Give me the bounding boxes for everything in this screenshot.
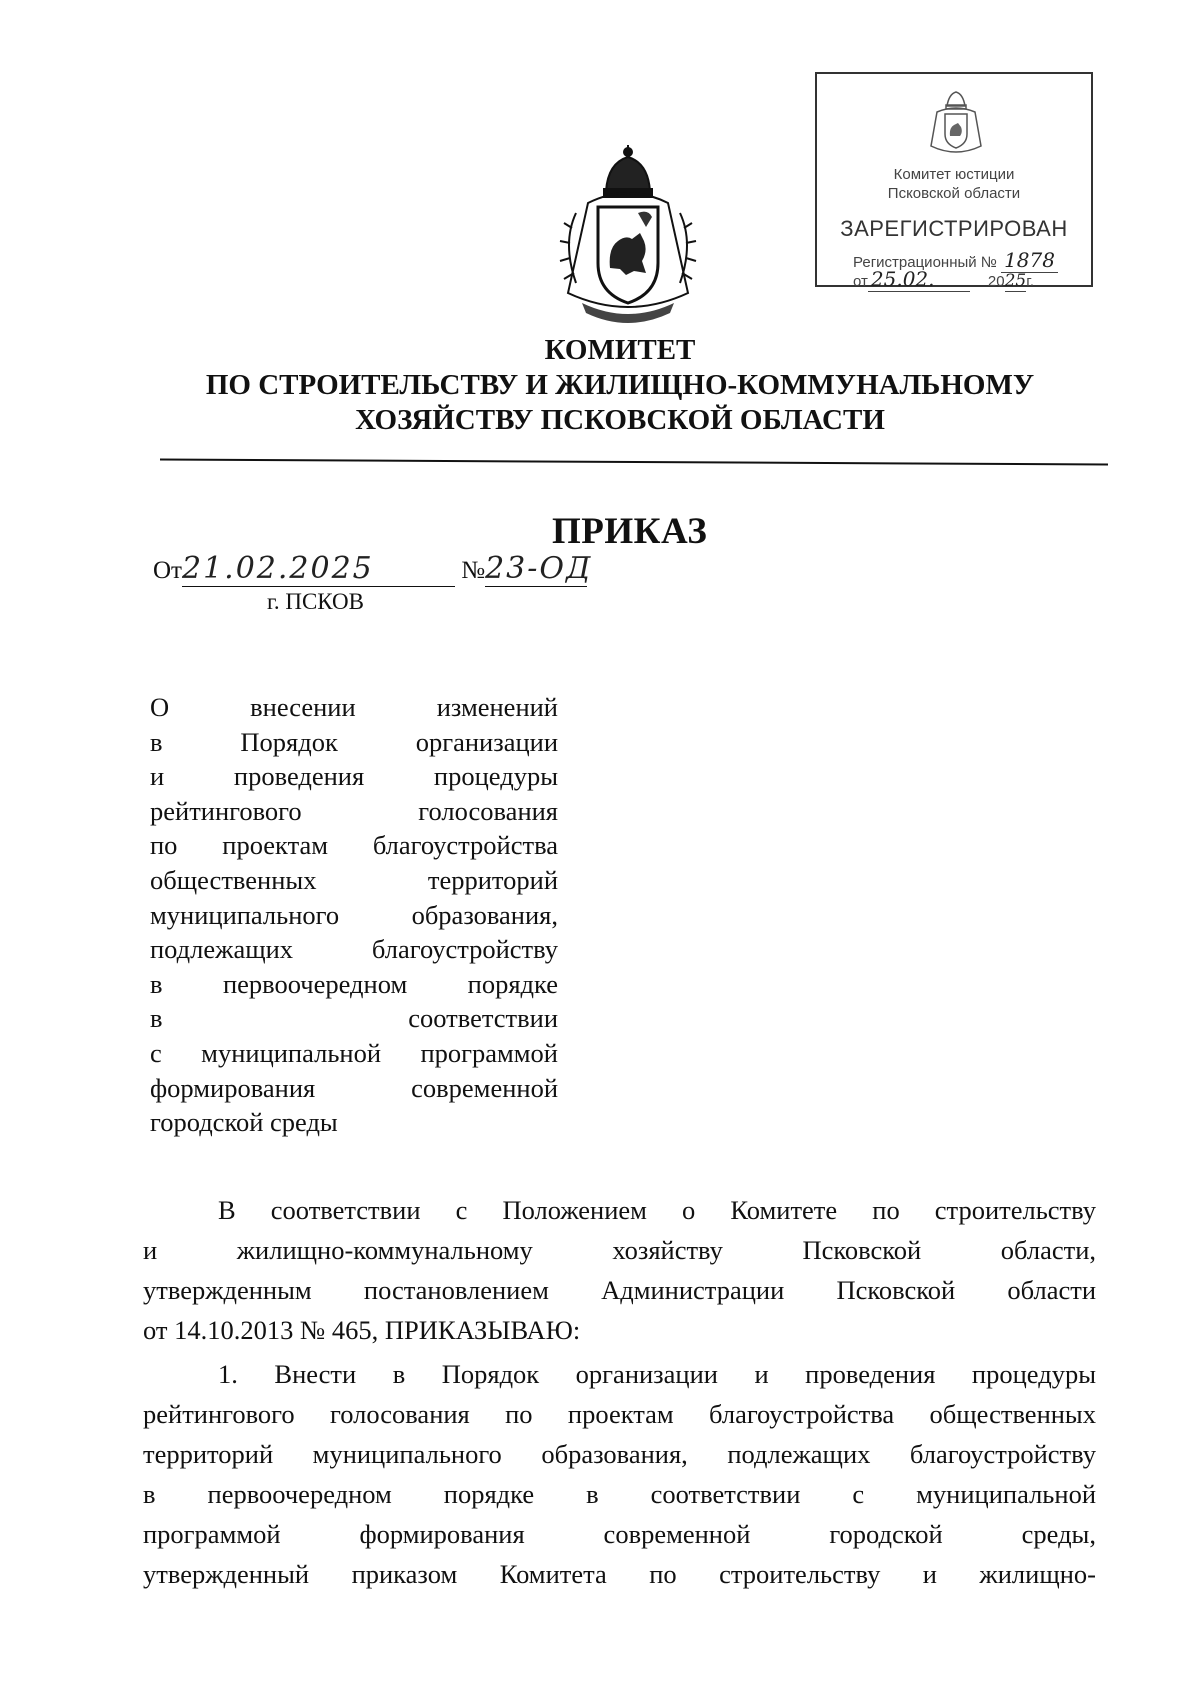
stamp-date-day-month: 25.02.	[868, 267, 970, 292]
subject-line: подлежащих благоустройству	[150, 934, 558, 965]
order-subject	[150, 690, 558, 1140]
stamp-reg-label: Регистрационный №	[853, 254, 997, 271]
body-line: и жилищно-коммунальному хозяйству Псковской области,	[143, 1235, 1096, 1265]
subject-line: по проектам благоустройства	[150, 830, 558, 861]
order-date-number-line	[153, 551, 593, 587]
order-number: 23-ОД	[485, 551, 593, 586]
subject-line: О внесении изменений	[150, 692, 558, 722]
subject-line: с муниципальной программой	[150, 1037, 558, 1068]
committee-title-line3: ХОЗЯЙСТВУ ПСКОВСКОЙ ОБЛАСТИ	[355, 404, 885, 436]
coat-of-arms-emblem	[548, 143, 708, 328]
order-date: 21.02.2025	[181, 551, 374, 586]
subject-line: городской среды	[150, 1107, 338, 1138]
from-label: От	[153, 557, 182, 584]
stamp-date-suffix: г.	[1026, 273, 1035, 290]
registration-stamp	[815, 72, 1093, 291]
stamp-reg-number: 1878	[1001, 248, 1058, 273]
stamp-authority-line2: Псковской области	[887, 185, 1021, 202]
body-line: утвержденным постановлением Администрации Псковской области	[143, 1275, 1096, 1305]
body-line: в первоочередном порядке в соответствии с муниципальной	[143, 1479, 1096, 1509]
committee-title-line1: КОМИТЕТ	[544, 334, 696, 366]
city: г. ПСКОВ	[267, 589, 365, 614]
number-label: №	[461, 557, 486, 584]
order-title: ПРИКАЗ	[552, 511, 708, 552]
preamble-paragraph	[143, 1190, 1096, 1350]
header-divider	[160, 459, 1108, 466]
stamp-date-year-prefix: 20	[987, 273, 1005, 290]
subject-line: рейтингового голосования	[150, 795, 558, 826]
subject-line: муниципального образования,	[150, 899, 558, 930]
body-line: от 14.10.2013 № 465, ПРИКАЗЫВАЮ:	[143, 1315, 581, 1345]
stamp-date-line	[853, 267, 1034, 292]
subject-line: в Порядок организации	[150, 726, 558, 757]
body-line: утвержденный приказом Комитета по строительству и жилищно-	[143, 1559, 1096, 1589]
subject-line: в соответствии	[150, 1003, 558, 1034]
stamp-date-prefix: от	[853, 273, 868, 290]
stamp-coat-of-arms-icon	[925, 88, 987, 160]
stamp-date-year-suffix: 25	[1004, 271, 1027, 291]
body-line: программой формирования современной городской среды,	[143, 1519, 1096, 1549]
subject-line: формирования современной	[150, 1072, 558, 1103]
body-line: территорий муниципального образования, подлежащих благоустройству	[143, 1439, 1096, 1469]
body-line: В соответствии с Положением о Комитете по строительству	[218, 1195, 1096, 1225]
body-line: 1. Внести в Порядок организации и проведения процедуры	[218, 1359, 1096, 1389]
subject-line: и проведения процедуры	[150, 761, 558, 792]
subject-line: общественных территорий	[150, 864, 558, 895]
body-line: рейтингового голосования по проектам благоустройства общественных	[143, 1399, 1096, 1429]
stamp-registered-label: ЗАРЕГИСТРИРОВАН	[840, 216, 1068, 241]
committee-title-line2: ПО СТРОИТЕЛЬСТВУ И ЖИЛИЩНО-КОММУНАЛЬНОМУ	[205, 369, 1035, 401]
stamp-authority-line1: Комитет юстиции	[893, 166, 1015, 183]
item-1-paragraph	[143, 1354, 1096, 1594]
subject-line: в первоочередном порядке	[150, 968, 558, 999]
